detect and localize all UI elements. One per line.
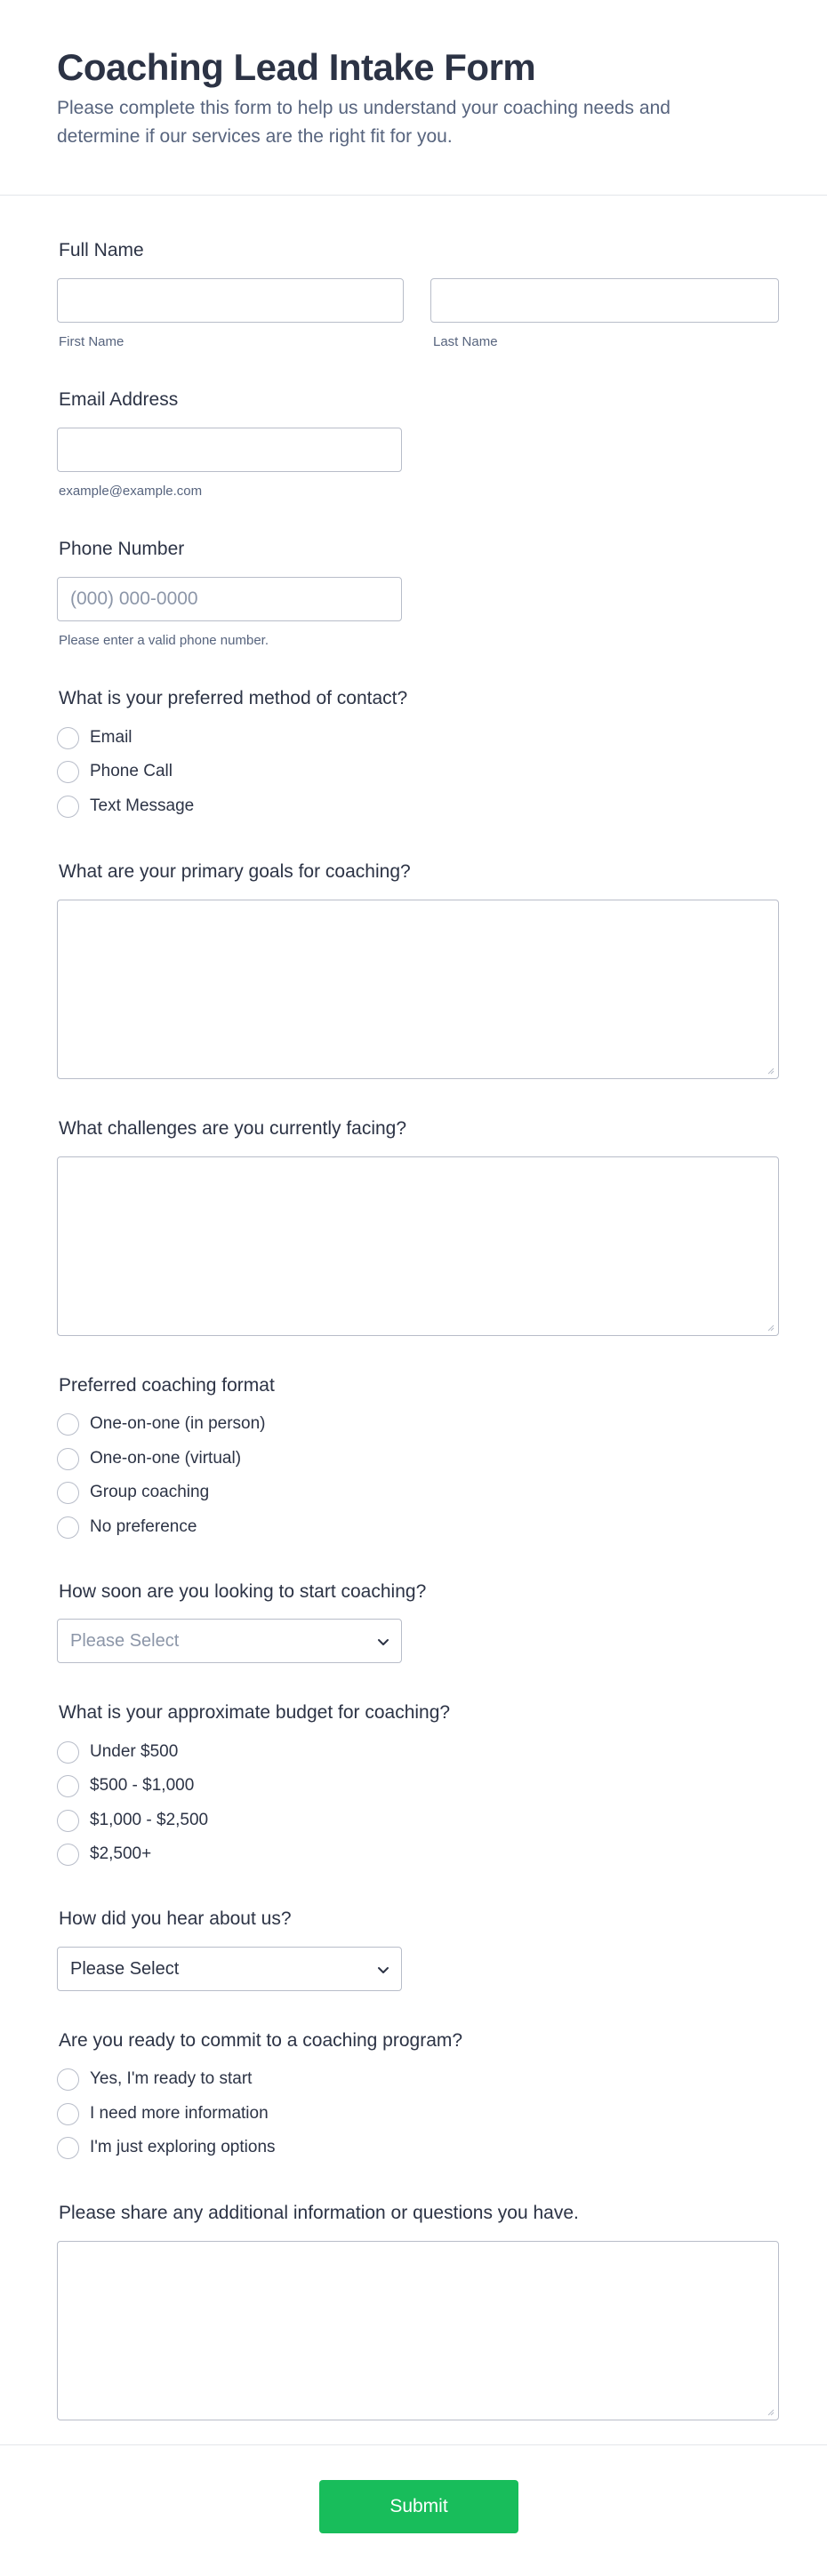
phone-sublabel: Please enter a valid phone number. [59, 633, 269, 648]
form-footer [0, 2444, 827, 2576]
start-label: How soon are you looking to start coaching? [59, 1581, 427, 1602]
radio-label: $500 - $1,000 [90, 1776, 195, 1795]
resize-grip-icon[interactable] [766, 2407, 775, 2416]
goals-label: What are your primary goals for coaching? [59, 861, 411, 882]
radio-button[interactable] [57, 1448, 79, 1470]
radio-label: Phone Call [90, 762, 173, 780]
radio-button[interactable] [57, 2103, 79, 2125]
challenges-textarea[interactable] [57, 1156, 779, 1336]
contact-option-email[interactable] [57, 725, 132, 750]
chevron-down-icon [376, 1635, 390, 1649]
budget-option-under-500[interactable] [57, 1740, 178, 1764]
radio-label: Email [90, 728, 132, 747]
radio-button[interactable] [57, 1775, 79, 1797]
radio-button[interactable] [57, 1810, 79, 1832]
resize-grip-icon[interactable] [766, 1066, 775, 1075]
additional-textarea[interactable] [57, 2241, 779, 2420]
start-select[interactable] [57, 1619, 402, 1663]
radio-label: I'm just exploring options [90, 2138, 276, 2156]
email-label: Email Address [59, 389, 179, 410]
contact-method-label: What is your preferred method of contact? [59, 688, 408, 708]
form-title: Coaching Lead Intake Form [57, 46, 536, 88]
first-name-input[interactable] [57, 278, 404, 323]
radio-button[interactable] [57, 1482, 79, 1504]
radio-label: Group coaching [90, 1483, 210, 1501]
last-name-input[interactable] [430, 278, 779, 323]
radio-label: Yes, I'm ready to start [90, 2069, 253, 2088]
referral-select-value: Please Select [70, 1959, 180, 1979]
radio-label: $1,000 - $2,500 [90, 1811, 209, 1829]
contact-option-phone[interactable] [57, 759, 173, 784]
referral-select[interactable] [57, 1947, 402, 1991]
referral-label: How did you hear about us? [59, 1908, 292, 1929]
radio-label: I need more information [90, 2104, 269, 2123]
commit-option-more-info[interactable] [57, 2101, 269, 2126]
radio-button[interactable] [57, 796, 79, 818]
radio-button[interactable] [57, 1741, 79, 1764]
radio-label: No preference [90, 1517, 197, 1536]
challenges-label: What challenges are you currently facing? [59, 1118, 407, 1139]
format-option-no-preference[interactable] [57, 1515, 197, 1540]
chevron-down-icon [376, 1963, 390, 1977]
email-sublabel: example@example.com [59, 484, 203, 499]
format-option-in-person[interactable] [57, 1412, 266, 1436]
radio-button[interactable] [57, 727, 79, 749]
phone-label: Phone Number [59, 539, 185, 559]
budget-option-1000-2500[interactable] [57, 1808, 208, 1833]
radio-button[interactable] [57, 1844, 79, 1866]
format-label: Preferred coaching format [59, 1375, 275, 1396]
full-name-label: Full Name [59, 240, 144, 260]
radio-button[interactable] [57, 1516, 79, 1539]
last-name-sublabel: Last Name [433, 334, 498, 349]
contact-option-text[interactable] [57, 794, 194, 819]
radio-button[interactable] [57, 1413, 79, 1436]
additional-label: Please share any additional information or questions you have. [59, 2203, 579, 2223]
radio-label: Under $500 [90, 1742, 179, 1761]
radio-label: Text Message [90, 796, 195, 815]
budget-label: What is your approximate budget for coaching? [59, 1702, 451, 1723]
budget-option-2500-plus[interactable] [57, 1842, 151, 1867]
submit-button[interactable]: Submit [319, 2480, 518, 2533]
commit-option-ready[interactable] [57, 2067, 252, 2092]
format-option-virtual[interactable] [57, 1446, 241, 1471]
radio-button[interactable] [57, 2068, 79, 2091]
format-option-group[interactable] [57, 1480, 209, 1505]
phone-input[interactable]: (000) 000-0000 [57, 577, 402, 621]
radio-label: $2,500+ [90, 1844, 152, 1863]
email-input[interactable] [57, 428, 402, 472]
commit-label: Are you ready to commit to a coaching program? [59, 2030, 463, 2051]
goals-textarea[interactable] [57, 900, 779, 1079]
radio-label: One-on-one (virtual) [90, 1449, 242, 1468]
resize-grip-icon[interactable] [766, 1323, 775, 1332]
commit-option-exploring[interactable] [57, 2135, 276, 2160]
start-select-value: Please Select [70, 1631, 180, 1651]
form-header [0, 0, 827, 196]
budget-option-500-1000[interactable] [57, 1773, 194, 1798]
radio-label: One-on-one (in person) [90, 1414, 266, 1433]
radio-button[interactable] [57, 761, 79, 783]
form-subtitle: Please complete this form to help us understand your coaching needs and determine if our services are the right fit for you. [57, 98, 670, 147]
radio-button[interactable] [57, 2137, 79, 2159]
first-name-sublabel: First Name [59, 334, 124, 349]
